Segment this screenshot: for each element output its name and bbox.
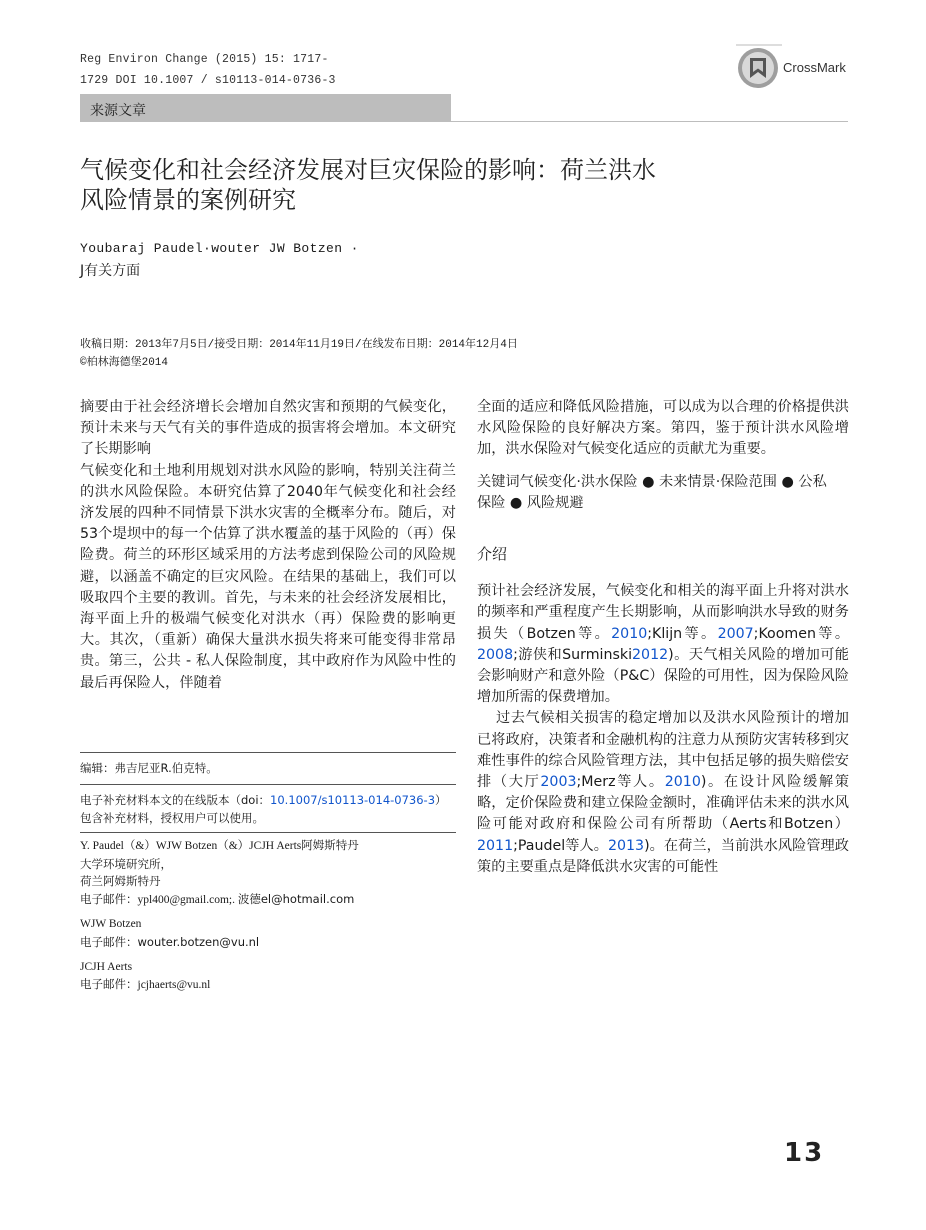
- affiliation-3-email: 电子邮件：jcjhaerts@vu.nl: [80, 978, 211, 991]
- citation-link[interactable]: 2008: [477, 646, 514, 663]
- affiliation-1: [80, 838, 456, 909]
- email-link[interactable]: wouter.botzen@vu.nl: [137, 934, 260, 949]
- affiliation-1-names: Y. Paudel（&）WJW Botzen（&）JCJH Aerts阿姆斯特丹: [80, 840, 359, 852]
- email-label: 电子邮件：: [80, 934, 138, 949]
- affiliation-1-email: [80, 891, 456, 910]
- keywords-line2: 保险 ● 风险规避: [477, 494, 584, 511]
- article-type-label: 来源文章: [90, 103, 146, 119]
- footnote-divider: [80, 832, 456, 833]
- author-line2: J有关方面: [80, 263, 141, 279]
- intro-text: ;Koomen等。: [753, 625, 850, 642]
- abstract-column: [80, 397, 456, 694]
- email-link[interactable]: el@hotmail.com: [260, 891, 355, 906]
- header-divider: [451, 121, 848, 122]
- journal-reference-line1: Reg Environ Change (2015) 15: 1717-: [80, 53, 329, 66]
- intro-text: ;游侠和Surminski: [513, 646, 633, 663]
- intro-text: )。在设计风险缓解策略，定价保险费和建立保险金额时，准确评估未来的洪水风险可能对政府和保险公司有所帮助（Aerts和Botzen）: [477, 774, 849, 833]
- copyright-line: ©柏林海德堡2014: [80, 357, 169, 369]
- citation-link[interactable]: 2010: [611, 625, 648, 642]
- footnote-divider: [80, 784, 456, 785]
- citation-link[interactable]: 2007: [717, 625, 754, 642]
- citation-link[interactable]: 2010: [664, 774, 701, 791]
- footnote-divider: [80, 752, 456, 753]
- journal-reference: [80, 49, 410, 91]
- affiliation-3: [80, 959, 456, 994]
- dates-line1: 收稿日期：2013年7月5日/接受日期：2014年11月19日/在线发布日期：2014年12月4日: [80, 339, 518, 351]
- affiliation-2-email: [80, 934, 456, 952]
- article-title-line1: 气候变化和社会经济发展对巨灾保险的影响：荷兰洪水: [80, 156, 656, 184]
- section-heading-introduction: 介绍: [477, 545, 508, 564]
- citation-link[interactable]: 2003: [540, 774, 577, 791]
- intro-text: )。天气相关风险的增加可能会影响财产和意外险（P&C）保险的可用性，因为保险风险增加所需的保费增加。: [477, 646, 849, 706]
- doi-link[interactable]: 10.1007/s10113-014-0736-3: [270, 793, 436, 807]
- citation-link[interactable]: 2013: [607, 837, 645, 854]
- editor-note: 编辑：弗吉尼亚R.伯克特。: [80, 761, 218, 775]
- page-number: 13: [784, 1138, 825, 1168]
- intro-paragraph-2: [477, 708, 849, 878]
- affiliation-2: [80, 916, 456, 951]
- citation-link[interactable]: 2011: [477, 837, 514, 854]
- intro-paragraph-1: [477, 581, 849, 708]
- keywords-line1: 关键词气候变化·洪水保险 ● 未来情景·保险范围 ● 公私: [477, 473, 827, 490]
- keywords: [477, 472, 849, 514]
- right-column: [477, 397, 849, 878]
- esm-text: 电子补充材料本文的在线版本（doi：: [80, 793, 271, 807]
- supplementary-note: [80, 792, 456, 827]
- intro-text: 预计社会经济发展，气候变化和相关的海平面上升将对洪水的频率和严重程度产生长期影响，从而影响洪水导致的财务损失（Botzen等。: [477, 583, 849, 642]
- email-text: 电子邮件：ypl400@gmail.com;. 波德: [80, 893, 261, 906]
- article-title: [80, 155, 780, 215]
- citation-link[interactable]: 2012: [632, 646, 669, 663]
- abstract-paragraph-2: 气候变化和土地利用规划对洪水风险的影响，特别关注荷兰的洪水风险保险。本研究估算了2040年气候变化和社会经济发展的四种不同情景下洪水灾害的全概率分布。随后，对53个堤坝中的每一个估算了洪水覆盖的基于风险的（再）保险费。荷兰的环形区域采用的方法考虑到保险公司的风险规避，以涵盖不确定的巨灾风险。在结果的基础上，我们可以吸取四个主要的教训。首先，与未来的社会经济发展相比，海平面上升的极端气候变化对洪水（再）保险费的影响更大。其次，（重新）确保大量洪水损失将来可能变得非常昂贵。第三，公共 - 私人保险制度，其中政府作为风险中性的最后再保险人，伴随着: [80, 462, 456, 691]
- author-line1: Youbaraj Paudel·wouter JW Botzen ·: [80, 241, 359, 256]
- affiliation-1-city: 荷兰阿姆斯特丹: [80, 874, 161, 888]
- abstract-continued: 全面的适应和降低风险措施，可以成为以合理的价格提供洪水风险保险的良好解决方案。第四，鉴于预计洪水风险增加，洪水保险对气候变化适应的贡献尤为重要。: [477, 399, 849, 458]
- journal-reference-line2: 1729 DOI 10.1007 / s10113-014-0736-3: [80, 74, 336, 87]
- intro-text: )。在荷兰，当前洪水风险管理政策的主要重点是降低洪水灾害的可能性: [477, 837, 849, 875]
- affiliation-2-name: WJW Botzen: [80, 918, 142, 930]
- author-list: [80, 237, 359, 283]
- crossmark-label[interactable]: CrossMark: [783, 60, 846, 75]
- affiliation-1-institute: 大学环境研究所，: [80, 856, 172, 871]
- article-dates: [80, 336, 518, 372]
- intro-text: 过去气候相关损害的稳定增加以及洪水风险预计的增加已将政府，决策者和金融机构的注意力从预防灾害转移到灾难性事件的综合风险管理方法，其中包括足够的损失赔偿安排（大厅: [477, 710, 849, 791]
- affiliation-3-name: JCJH Aerts: [80, 961, 133, 973]
- intro-text: ;Merz等人。: [576, 774, 665, 791]
- abstract-paragraph-1: 摘要由于社会经济增长会增加自然灾害和预期的气候变化，预计未来与天气有关的事件造成的损害将会增加。本文研究了长期影响: [80, 399, 456, 458]
- intro-text: ;Klijn等。: [647, 625, 718, 642]
- esm-text: ）包含补充材料，授权用户可以使用。: [80, 793, 447, 825]
- article-title-line2: 风险情景的案例研究: [80, 186, 296, 214]
- intro-text: ;Paudel等人。: [513, 837, 608, 854]
